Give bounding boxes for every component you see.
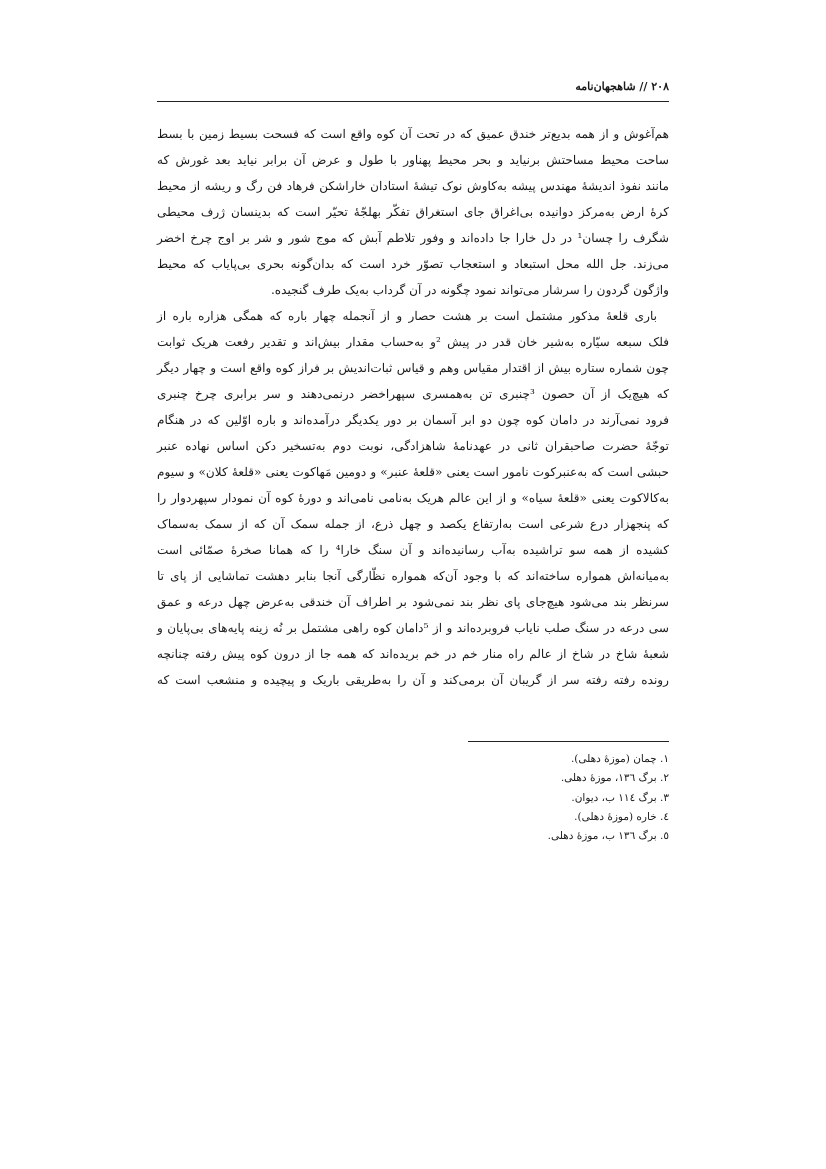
main-text <box>157 121 669 693</box>
text-line: ساحت محیط مساحتش برنیاید و بحر محیط پهناور با طول و عرض آن برابر نیاید بعد غورش که <box>157 153 669 167</box>
text-line: که پنجهزار درع شرعی است به‌ارتفاع یکصد و چهل ذرع، از جمله سمک آن که از سمک به‌سماک <box>157 517 669 531</box>
text-line: باری قلعهٔ مذکور مشتمل است بر هشت حصار و از آنجمله چهار باره که همگی هزاره باره از <box>157 309 657 323</box>
text-line: شعبهٔ شاخ در شاخ از عالم راه منار خم در خم بریده‌اند که همه جا از درون کوه پیش رفته چنانچه <box>157 647 669 661</box>
text-line: هم‌آغوش و از همه بدیع‌تر خندق عمیق که در تحت آن کوه واقع است که فسحت بسیط زمین با بسط <box>157 127 669 141</box>
text-line: سی درعه در سنگ صلب نایاب فروبرده‌اند و از ⁵دامان کوه راهی مشتمل بر نُه زینه پایه‌های بی‌پایان و <box>157 621 669 635</box>
paragraph-2 <box>157 303 669 693</box>
footnotes <box>400 750 669 846</box>
header-rule <box>157 101 669 102</box>
footnote-item: ٢. برگ ١٣٦، موزهٔ دهلی. <box>560 772 669 785</box>
footnote-rule <box>468 741 669 742</box>
text-line: فلک سبعه سیّاره به‌شیر خان قدر در پیش ²و به‌حساب مقدار بیش‌اند و تقدیر رفعت هریک ثوابت <box>157 335 669 349</box>
footnote-item: ١. چمان (موزهٔ دهلی). <box>570 753 669 765</box>
text-line: مانند نفوذ اندیشهٔ مهندس پیشه به‌کاوش نوک تیشهٔ استادان خاراشکن فرهاد فن رگ و ریشه از محیط <box>157 179 669 193</box>
text-line: به‌کالاکوت یعنی «قلعهٔ سیاه» و از این عالم هریک به‌نامی نامی‌اند و دورهٔ کوه آن نمودار سپهردوار را <box>157 491 669 505</box>
text-line: که هیچ‌یک از آن حصون ³چنبری تن به‌همسری سپهراخضر درنمی‌دهند و سر برابری چرخ چنبری <box>157 387 669 401</box>
text-line: به‌میانه‌اش همواره ساخته‌اند که با وجود آن‌که همواره نظّارگی آنجا بنابر دهشت تماشایی از پای تا <box>157 569 669 583</box>
footnote-item: ٥. برگ ١٣٦ ب، موزهٔ دهلی. <box>547 830 669 843</box>
text-line: حبشی است که به‌عنبرکوت نامور است یعنی «قلعهٔ عنبر» و دومین مَهاکوت یعنی «قلعهٔ کلان» و سیوم <box>157 465 669 479</box>
text-line: کرهٔ ارض به‌مرکز دوانیده بی‌اغراق جای استغراق تفکّر بهلجّهٔ تحیّر است که بدینسان ژرف محیطی <box>157 205 669 219</box>
text-line: کشیده از همه سو تراشیده به‌آب رسانیده‌اند و آن سنگ خارا⁴ را که همانا صخرهٔ صمّائی است <box>157 543 669 557</box>
footnote-item: ٤. خاره (موزهٔ دهلی). <box>574 810 669 823</box>
text-line: واژگون گردون را سرشار می‌تواند نمود چگونه در آن گرداب به‌یک طرف گنجیده. <box>270 283 669 297</box>
text-line: می‌زند. جل الله محل استبعاد و استعجاب تصوّر خرد است که بدان‌گونه بحری بی‌پایاب که محیط <box>157 257 669 271</box>
footnote-item: ٣. برگ ١١٤ ب، دیوان. <box>571 791 669 804</box>
running-header: ۲۰۸ // شاهجهان‌نامه <box>575 80 669 93</box>
text-line: رونده رفته رفته سر از گریبان آن برمی‌کند و آن را به‌طریقی باریک و پیچیده و منشعب است که <box>157 673 669 687</box>
text-line: چون شماره ستاره بیش از اقتدار مقیاس وهم و قیاس ثبات‌اندیش بر فراز کوه واقع است و چهار دیگر <box>157 361 669 375</box>
text-line: شگرف را چسان¹ در دل خارا جا داده‌اند و وفور تلاطم آبش که موج شور و شر بر اوج چرخ اخضر <box>157 231 669 245</box>
text-line: سرنظر بند می‌شود هیچ‌جای پای نظر بند نمی‌شود بر اطراف آن خندقی به‌عرض چهل درعه و عمق <box>157 595 669 609</box>
text-line: توجّهٔ حضرت صاحبقران ثانی در عهدنامهٔ شاهزادگی، نوبت دوم به‌تسخیر دکن اساس نهاده عنبر <box>157 439 669 453</box>
text-line: فرود نمی‌آرند در دامان کوه چون دو ابر آسمان بر دور یکدیگر درآمده‌اند و باره اوّلین که در هنگام <box>157 413 669 427</box>
paragraph-1 <box>157 121 669 303</box>
